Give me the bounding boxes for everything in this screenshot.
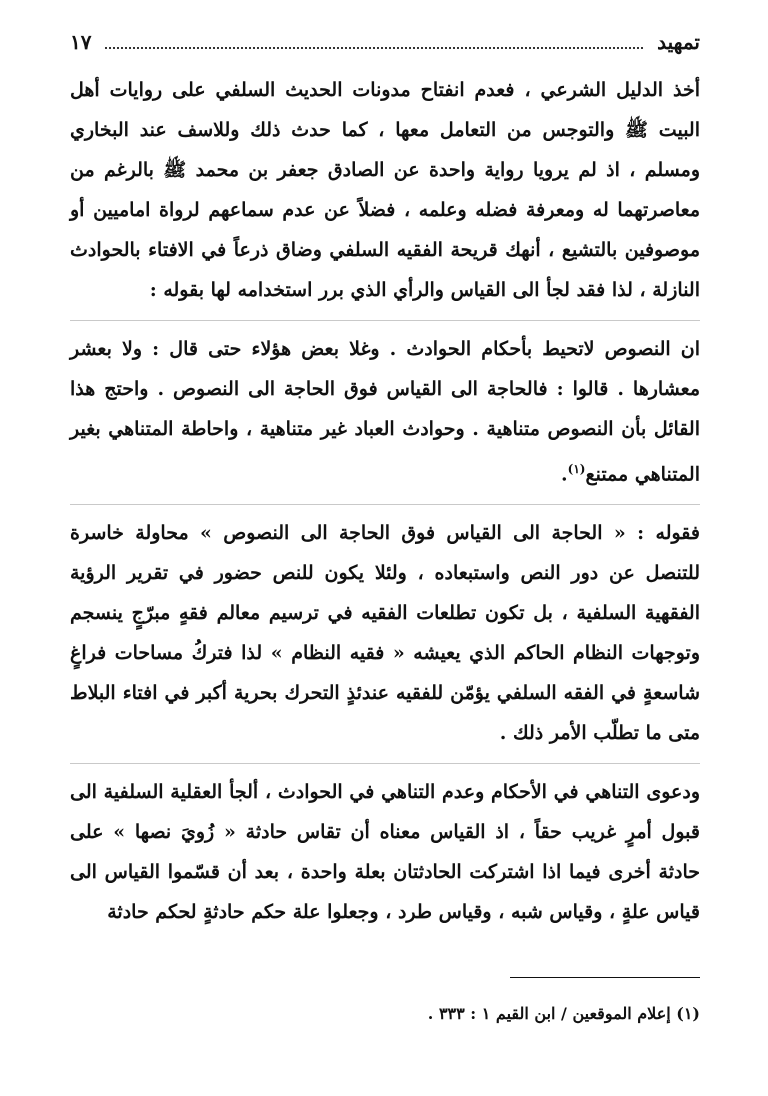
footnote: (١) إعلام الموقعين / ابن القيم ١ : ٣٣٣ . [427,1004,700,1023]
page-number: ١٧ [70,30,92,54]
footnote-rule [510,977,700,978]
quote-text: ان النصوص لاتحيط بأحكام الحوادث . وغلا بعض هؤلاء حتى قال : ولا بعشر معشارها . قالوا : فالحاجة الى القياس فوق الحاجة الى النصوص . واحتج هذا القائل بأن النصوص متناهية . وحوادث العباد غير متناهية ، واحاطة المتناهي بغير المتناهي ممتنع [70,338,700,486]
chapter-title: تمهيد [657,30,700,54]
running-header [70,30,700,70]
paragraph-3: فقوله : « الحاجة الى القياس فوق الحاجة الى النصوص » محاولة خاسرة للتنصل عن دور النص واستبعاده ، ولئلا يكون للنص حضور في تقرير الرؤية الفقهية السلفية ، بل تكون تطلعات الفقيه في ترسيم معالم فقهٍ مبرّجٍ ينسجم وتوجهات النظام الحاكم الذي يعيشه « فقيه النظام » لذا فتركُ مساحات فراغٍ شاسعةٍ في الفقه السلفي يؤمّن للفقيه عندئذٍ التحرك بحرية أكبر في افتاء البلاط متى ما تطلّب الأمر ذلك . [70,522,700,745]
paragraph-divider [70,504,700,505]
footnote-marker: (١) [567,462,586,476]
paragraph-1: أخذ الدليل الشرعي ، فعدم انفتاح مدونات الحديث السلفي على روايات أهل البيت ﷺ والتوجس من التعامل معها ، كما حدث ذلك وللاسف عند البخاري ومسلم ، اذ لم يرويا رواية واحدة عن الصادق جعفر بن محمد ﷺ بالرغم من معاصرتهما له ومعرفة فضله وعلمه ، فضلاً عن عدم سماعهم لرواة اماميين أو موصوفين بالتشيع ، أنهك قريحة الفقيه السلفي وضاق ذرعاً في الافتاء بالحوادث النازلة ، لذا فقد لجأ الى القياس والرأي الذي برر استخدامه لها بقوله : [70,79,700,301]
paragraph-divider [70,763,700,764]
paragraph-divider [70,320,700,321]
header-dot-leader [105,35,643,49]
paragraph-4: ودعوى التناهي في الأحكام وعدم التناهي في الحوادث ، ألجأ العقلية السلفية الى قبول أمرٍ غريب حقاً ، اذ القياس معناه أن تقاس حادثة « زُويَ نصها » على حادثة أخرى فيما اذا اشتركت الحادثتان بعلة واحدة ، بعد أن قسّموا القياس الى قياس علةٍ ، وقياس شبه ، وقياس طرد ، وجعلوا علة حكم حادثةٍ لحكم حادثة [70,781,700,924]
paragraph-2-quote: ان النصوص لاتحيط بأحكام الحوادث . وغلا بعض هؤلاء حتى قال : ولا بعشر معشارها . قالوا : فالحاجة الى القياس فوق الحاجة الى النصوص . واحتج هذا القائل بأن النصوص متناهية . وحوادث العباد غير متناهية ، واحاطة المتناهي بغير المتناهي ممتنع$^{(١)}$. [70,338,700,486]
